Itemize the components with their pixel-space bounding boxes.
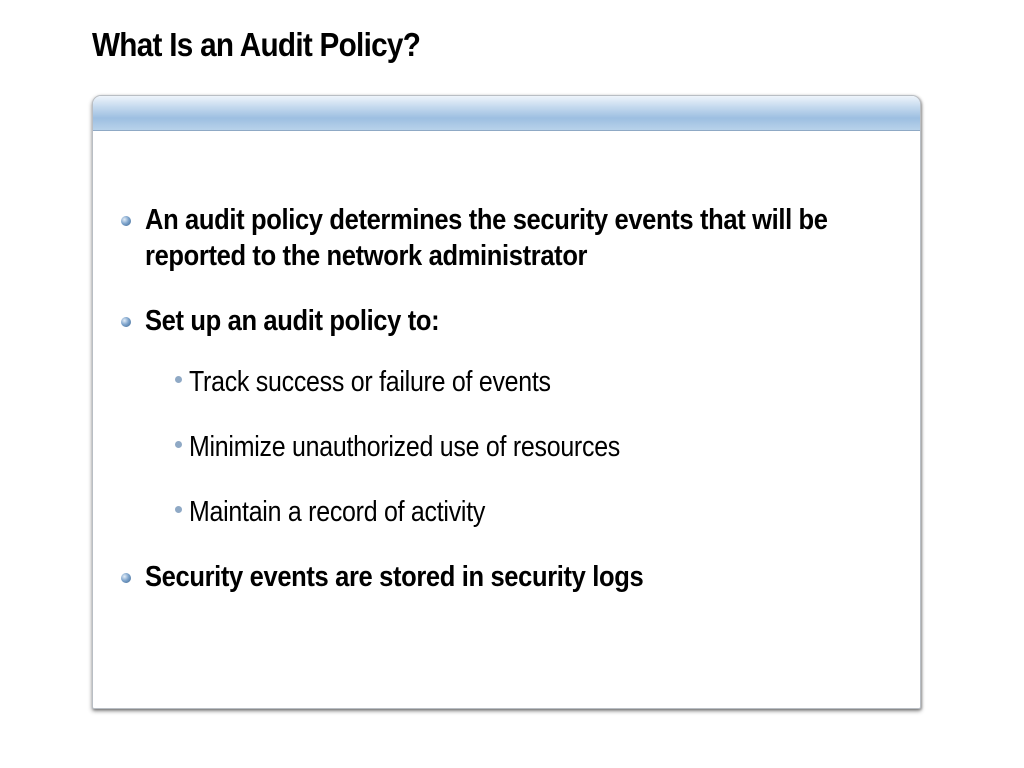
panel-header-bar bbox=[93, 96, 920, 131]
bullet-orb-icon bbox=[121, 573, 131, 583]
sub-bullet-dot-icon bbox=[175, 376, 182, 383]
bullet-item: An audit policy determines the security events that will be reported to the network administrator bbox=[145, 204, 828, 272]
bullet-orb-icon bbox=[121, 317, 131, 327]
bullet-item: Set up an audit policy to: bbox=[145, 305, 440, 337]
sub-bullet-item: Maintain a record of activity bbox=[189, 496, 486, 528]
sub-bullet-item: Minimize unauthorized use of resources bbox=[189, 431, 621, 463]
panel-body bbox=[93, 131, 920, 709]
sub-bullet-dot-icon bbox=[175, 506, 182, 513]
sub-bullet-item: Track success or failure of events bbox=[189, 366, 551, 398]
bullet-orb-icon bbox=[121, 216, 131, 226]
sub-bullet-dot-icon bbox=[175, 441, 182, 448]
bullet-item: Security events are stored in security logs bbox=[145, 561, 644, 593]
slide-title: What Is an Audit Policy? bbox=[92, 26, 421, 63]
content-panel bbox=[92, 95, 921, 709]
